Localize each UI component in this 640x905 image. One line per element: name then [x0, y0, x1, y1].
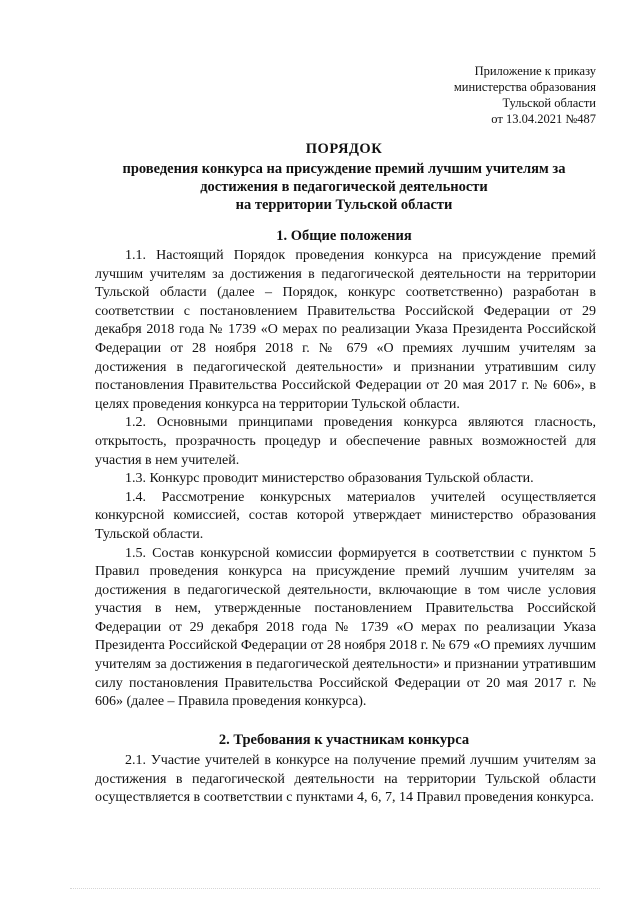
approval-line: министерства образования [453, 80, 596, 94]
document-title [96, 140, 592, 214]
paragraph: 1.2. Основными принципами проведения конкурса являются гласность, открытость, прозрачность процедур и обеспечение равных возможностей для участия в нем учителей. [95, 415, 596, 468]
section-heading: 1. Общие положения [276, 228, 412, 244]
paragraph: 2.1. Участие учителей в конкурсе на получение премий лучшим учителям за достижения в педагогической деятельности на территории Тульской области осуществляется в соответствии с пунктами 4, 6, 7, 14 Правил проведения конкурса. [95, 753, 596, 806]
paragraph: 1.4. Рассмотрение конкурсных материалов учителей осуществляется конкурсной комиссией, состав которой утверждает министерство образования Тульской области. [95, 489, 596, 542]
title-line: достижения в педагогической деятельности [200, 179, 488, 195]
scan-artifact-line [70, 888, 600, 893]
title-line: проведения конкурса на присуждение премий лучшим учителям за [122, 161, 566, 177]
approval-line: Тульской области [502, 96, 596, 110]
paragraph: 1.1. Настоящий Порядок проведения конкурса на присуждение премий лучшим учителям за достижения в педагогической деятельности на территории Тульской области (далее – Порядок, конкурс соответственно) разработан в соответствии с постановлением Правительства Российской Федерации от 29 декабря 2018 года № 1739 «О мерах по реализации Указа Президента Российской Федерации от 28 ноября 2018 г. № 679 «О премиях лучшим учителям за достижения в педагогической деятельности» и признании утратившим силу постановления Правительства Российской Федерации от 20 мая 2017 г. № 606», в целях проведения конкурса на территории Тульской области. [95, 248, 596, 412]
paragraph: 1.3. Конкурс проводит министерство образования Тульской области. [125, 471, 534, 487]
section-body [95, 752, 596, 808]
section-body [95, 247, 596, 712]
title-line: на территории Тульской области [235, 197, 453, 213]
approval-stamp-text [376, 63, 596, 127]
approval-line: Приложение к приказу [474, 64, 596, 78]
paragraph: 1.5. Состав конкурсной комиссии формируется в соответствии с пунктом 5 Правил проведения конкурса на присуждение премий лучшим учителям за достижения в педагогической деятельности, включающие в том числе условия участия в нем, утвержденные постановлением Правительства Российской Федерации от 29 декабря 2018 года № 1739 «О мерах по реализации Указа Президента Российской Федерации от 28 ноября 2018 г. № 679 «О премиях лучшим учителям за достижения в педагогической деятельности» и признании утратившим силу постановления Правительства Российской Федерации от 20 мая 2017 г. № 606» (далее – Правила проведения конкурса). [95, 545, 596, 710]
title-line: ПОРЯДОК [305, 141, 383, 157]
approval-date-line: от 13.04.2021 №487 [491, 112, 596, 126]
section-heading: 2. Требования к участникам конкурса [218, 732, 470, 748]
